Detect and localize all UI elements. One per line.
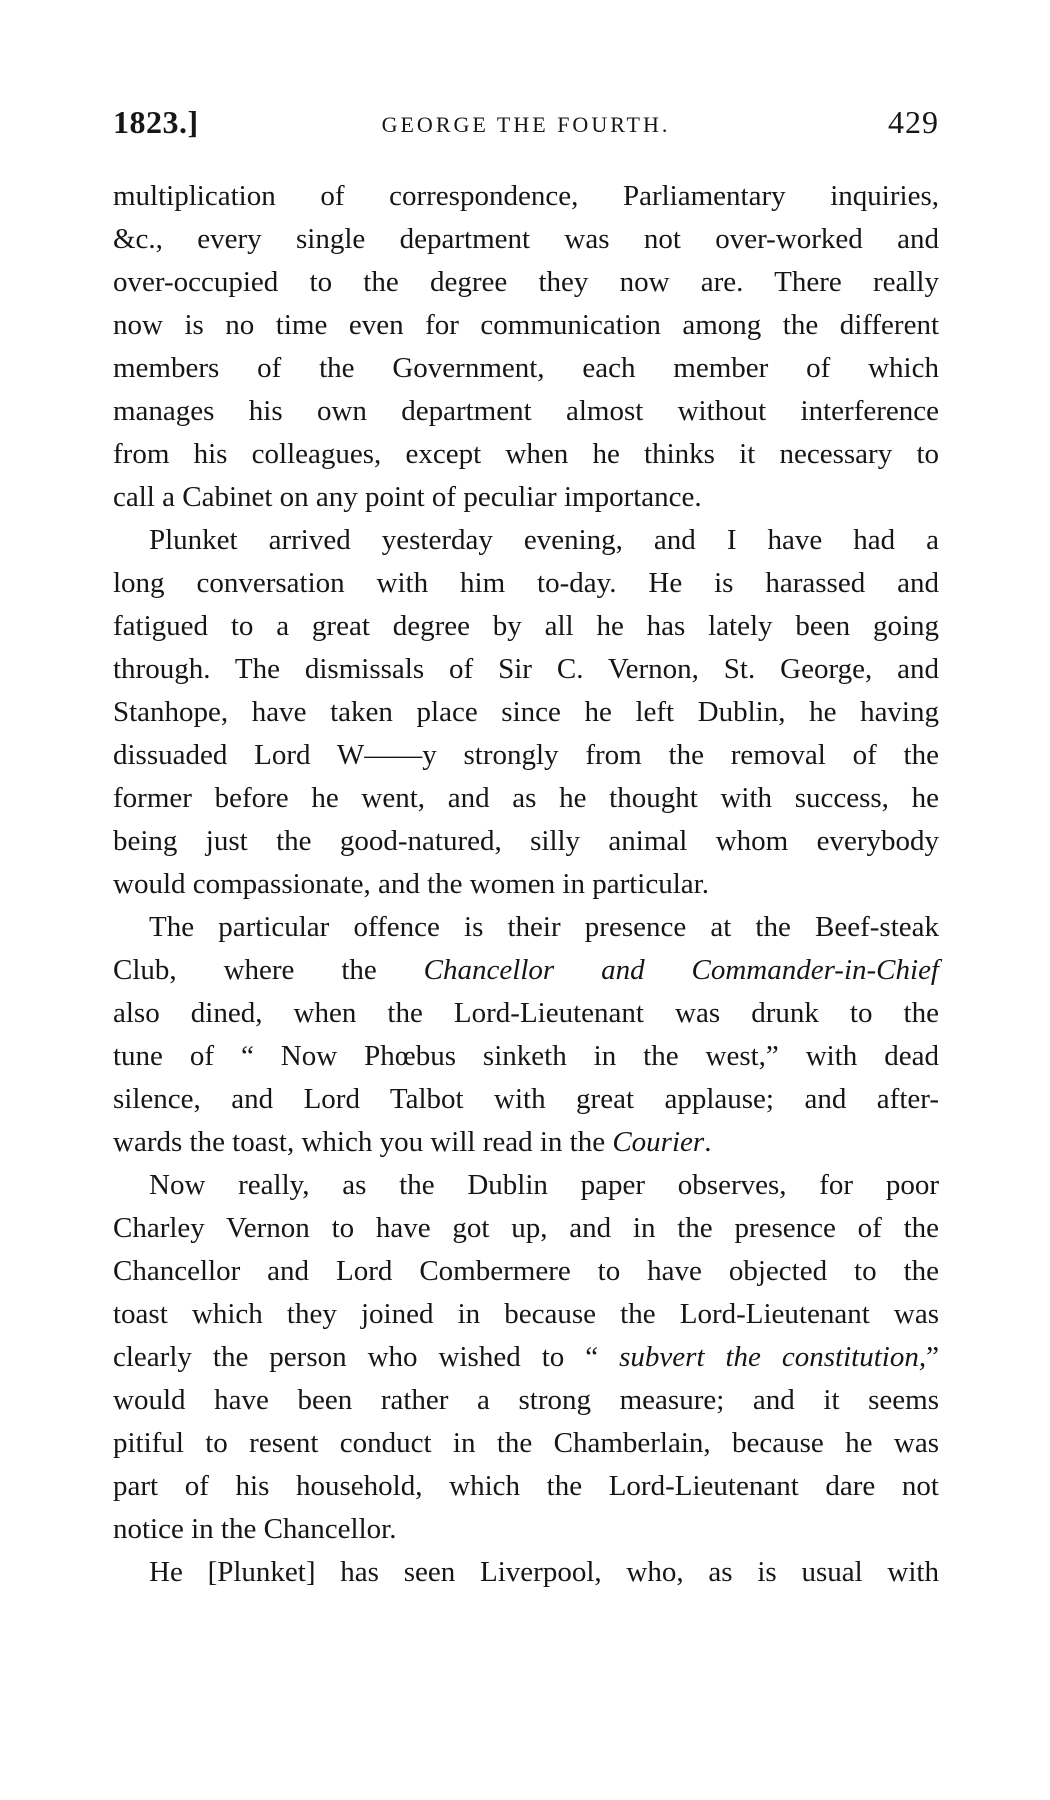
text-line: Chancellor and Lord Combermere to have objected to the (113, 1255, 939, 1287)
text-line (113, 1336, 939, 1379)
text-line: members of the Government, each member of which (113, 352, 939, 384)
text-line: part of his household, which the Lord-Lieutenant dare not (113, 1470, 939, 1502)
paragraph-2 (113, 519, 939, 906)
text-line: from his colleagues, except when he thinks it necessary to (113, 438, 939, 470)
paragraph-5 (113, 1551, 939, 1594)
paragraph-3 (113, 906, 939, 1164)
body-text (113, 175, 939, 1594)
text-line: also dined, when the Lord-Lieutenant was drunk to the (113, 997, 939, 1029)
text-line: Stanhope, have taken place since he left Dublin, he having (113, 696, 939, 728)
text-line: former before he went, and as he thought with success, he (113, 782, 939, 814)
text-line: tune of “ Now Phœbus sinketh in the west,” with dead (113, 1040, 939, 1072)
paragraph-4 (113, 1164, 939, 1551)
text-line: long conversation with him to-day. He is harassed and (113, 567, 939, 599)
text-line: Plunket arrived yesterday evening, and I have had a (149, 524, 939, 556)
italic-text: Courier (612, 1126, 705, 1158)
text-line: Charley Vernon to have got up, and in the presence of the (113, 1212, 939, 1244)
running-head-year: 1823.] (113, 104, 199, 140)
text-line: pitiful to resent conduct in the Chamberlain, because he was (113, 1427, 939, 1459)
text-line: Now really, as the Dublin paper observes, for poor (149, 1169, 939, 1201)
running-head (113, 104, 939, 144)
text-line: silence, and Lord Talbot with great applause; and after- (113, 1083, 939, 1115)
text-line: over-occupied to the degree they now are. There really (113, 266, 939, 298)
text-run: ” (926, 1341, 939, 1373)
text-line: &c., every single department was not over-worked and (113, 223, 939, 255)
text-line: dissuaded Lord W——y strongly from the removal of the (113, 739, 939, 771)
text-line: being just the good-natured, silly animal whom everybody (113, 825, 939, 857)
running-head-title: GEORGE THE FOURTH. (381, 112, 671, 137)
text-line: He [Plunket] has seen Liverpool, who, as is usual with (149, 1556, 939, 1588)
text-line (113, 949, 939, 992)
text-line (113, 1121, 939, 1164)
text-line: call a Cabinet on any point of peculiar importance. (113, 481, 702, 513)
paragraph-1 (113, 175, 939, 519)
italic-text: Chancellor and Commander-in-Chief (423, 954, 939, 986)
text-run: Club, where the (113, 954, 424, 986)
text-line: fatigued to a great degree by all he has lately been going (113, 610, 939, 642)
page-number: 429 (888, 104, 939, 140)
text-line: multiplication of correspondence, Parliamentary inquiries, (113, 180, 939, 212)
text-line: would compassionate, and the women in particular. (113, 868, 709, 900)
text-line: now is no time even for communication among the different (113, 309, 939, 341)
italic-text: subvert the constitution, (619, 1341, 927, 1373)
text-run: clearly the person who wished to “ (113, 1341, 620, 1373)
text-run: wards the toast, which you will read in the (113, 1126, 613, 1158)
text-line: toast which they joined in because the Lord-Lieutenant was (113, 1298, 939, 1330)
text-line: The particular offence is their presence at the Beef-steak (149, 911, 939, 943)
text-line: notice in the Chancellor. (113, 1513, 397, 1545)
text-run: . (704, 1126, 712, 1158)
text-line: manages his own department almost without interference (113, 395, 939, 427)
text-line: through. The dismissals of Sir C. Vernon, St. George, and (113, 653, 939, 685)
text-line: would have been rather a strong measure; and it seems (113, 1384, 939, 1416)
